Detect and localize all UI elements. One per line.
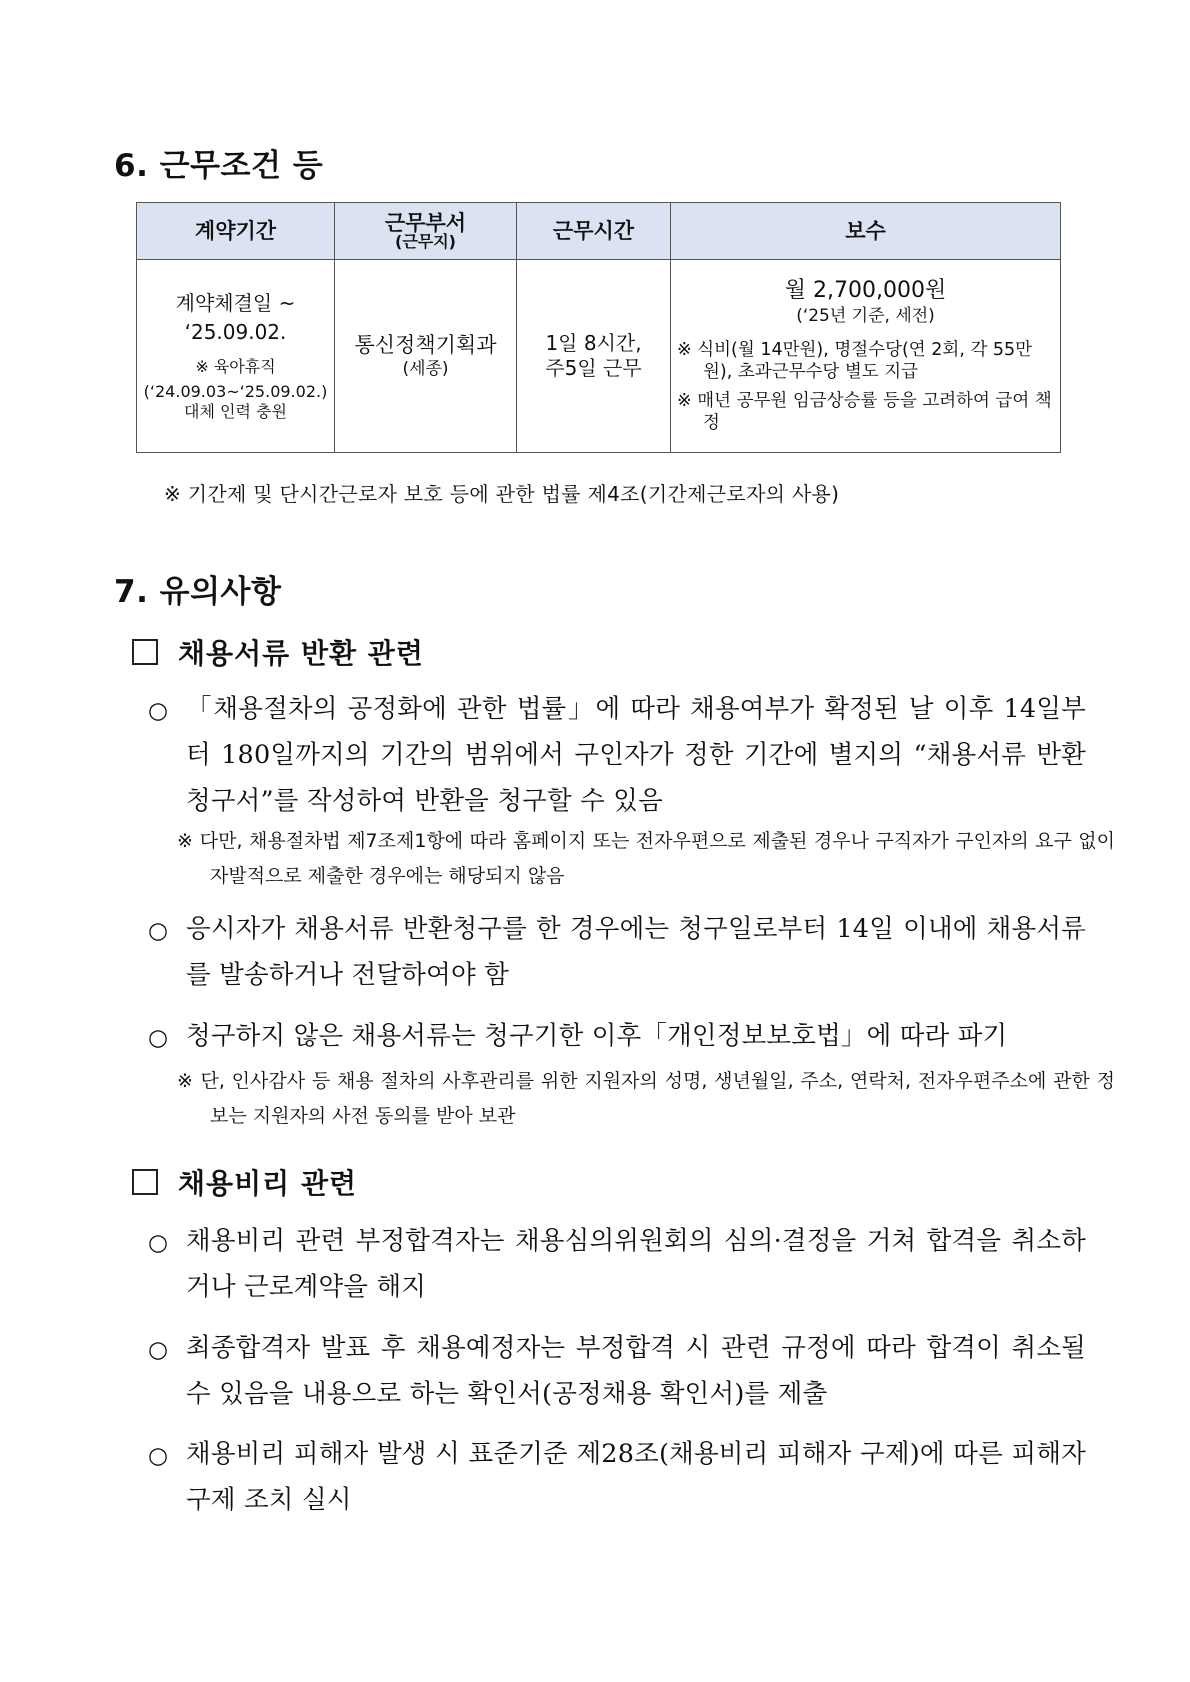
- header-pay: 보수: [671, 203, 1061, 260]
- header-work-department: [335, 203, 517, 260]
- bullet-circle-icon: ○: [147, 698, 169, 724]
- pay-sub: (‘25년 기준, 세전): [796, 306, 935, 327]
- header-contract-period: 계약기간: [137, 203, 335, 260]
- table-row: [137, 260, 1061, 453]
- subsection-heading: 채용서류 반환 관련: [178, 637, 424, 670]
- subsection-document-return: [132, 632, 424, 672]
- header-dept-label: 근무부서: [384, 210, 467, 235]
- bullet-circle-icon: ○: [147, 1230, 169, 1256]
- list-item: 「채용절차의 공정화에 관한 법률」에 따라 채용여부가 확정된 날 이후 14일부터 180일까지의 기간의 범위에서 구인자가 정한 기간에 별지의 “채용서류 반환청구서”를 작성하여 반환을 청구할 수 있음: [186, 694, 1086, 816]
- dept-main: 통신정책기획과: [354, 333, 497, 358]
- list-item: 최종합격자 발표 후 채용예정자는 부정합격 시 관련 규정에 따라 합격이 취소될 수 있음을 내용으로 하는 확인서(공정채용 확인서)를 제출: [186, 1333, 1086, 1409]
- list-item: 청구하지 않은 채용서류는 청구기한 이후「개인정보보호법」에 따라 파기: [186, 1021, 1008, 1051]
- contract-line-1: 계약체결일 ~: [175, 290, 296, 315]
- list-item-note: ※ 단, 인사감사 등 채용 절차의 사후관리를 위한 지원자의 성명, 생년월일, 주소, 연락처, 전자우편주소에 관한 정보는 지원자의 사전 동의를 받아 보관: [177, 1070, 1115, 1127]
- list-item: 응시자가 채용서류 반환청구를 한 경우에는 청구일로부터 14일 이내에 채용서류를 발송하거나 전달하여야 함: [186, 914, 1086, 990]
- section7-title: 7. 유의사항: [114, 574, 282, 610]
- checkbox-square-icon: [132, 639, 158, 665]
- hours-line-1: 1일 8시간,: [545, 331, 642, 355]
- dept-sub: (세종): [402, 358, 449, 379]
- cell-work-hours: [517, 260, 671, 453]
- pay-main: 월 2,700,000원: [784, 277, 947, 303]
- table-header-row: [137, 203, 1061, 260]
- cell-work-department: [335, 260, 517, 453]
- list-item: 채용비리 관련 부정합격자는 채용심의위원회의 심의·결정을 거쳐 합격을 취소하거나 근로계약을 해지: [186, 1226, 1086, 1302]
- subsection-hiring-misconduct: [132, 1162, 357, 1202]
- checkbox-square-icon: [132, 1169, 158, 1195]
- cell-contract-period: [137, 260, 335, 453]
- bullet-circle-icon: ○: [147, 918, 169, 944]
- bullet-circle-icon: ○: [147, 1443, 169, 1469]
- list-item-note: ※ 다만, 채용절차법 제7조제1항에 따라 홈페이지 또는 전자우편으로 제출된 경우나 구직자가 구인자의 요구 없이 자발적으로 제출한 경우에는 해당되지 않음: [177, 830, 1115, 887]
- bullet-circle-icon: ○: [147, 1025, 169, 1051]
- pay-note-1: ※ 식비(월 14만원), 명절수당(연 2회, 각 55만원), 초과근무수당 별도 지급: [677, 339, 1033, 382]
- table-footnote: ※ 기간제 및 단시간근로자 보호 등에 관한 법률 제4조(기간제근로자의 사용): [164, 482, 840, 506]
- subsection-heading: 채용비리 관련: [178, 1167, 358, 1200]
- list-item: 채용비리 피해자 발생 시 표준기준 제28조(채용비리 피해자 구제)에 따른 피해자 구제 조치 실시: [186, 1439, 1086, 1515]
- contract-line-2: ‘25.09.02.: [184, 319, 287, 344]
- hours-line-2: 주5일 근무: [545, 356, 642, 380]
- contract-note-2: (‘24.09.03~‘25.09.02.): [143, 381, 328, 401]
- pay-note-2: ※ 매년 공무원 임금상승률 등을 고려하여 급여 책정: [677, 391, 1052, 434]
- section6-title: 6. 근무조건 등: [114, 148, 324, 184]
- contract-note-1: ※ 육아휴직: [195, 356, 276, 376]
- header-work-hours: 근무시간: [517, 203, 671, 260]
- work-conditions-table: [136, 202, 1061, 453]
- contract-note-3: 대체 인력 충원: [184, 402, 287, 422]
- header-dept-sub: (근무지): [395, 231, 456, 251]
- cell-pay: [671, 260, 1061, 453]
- bullet-circle-icon: ○: [147, 1337, 169, 1363]
